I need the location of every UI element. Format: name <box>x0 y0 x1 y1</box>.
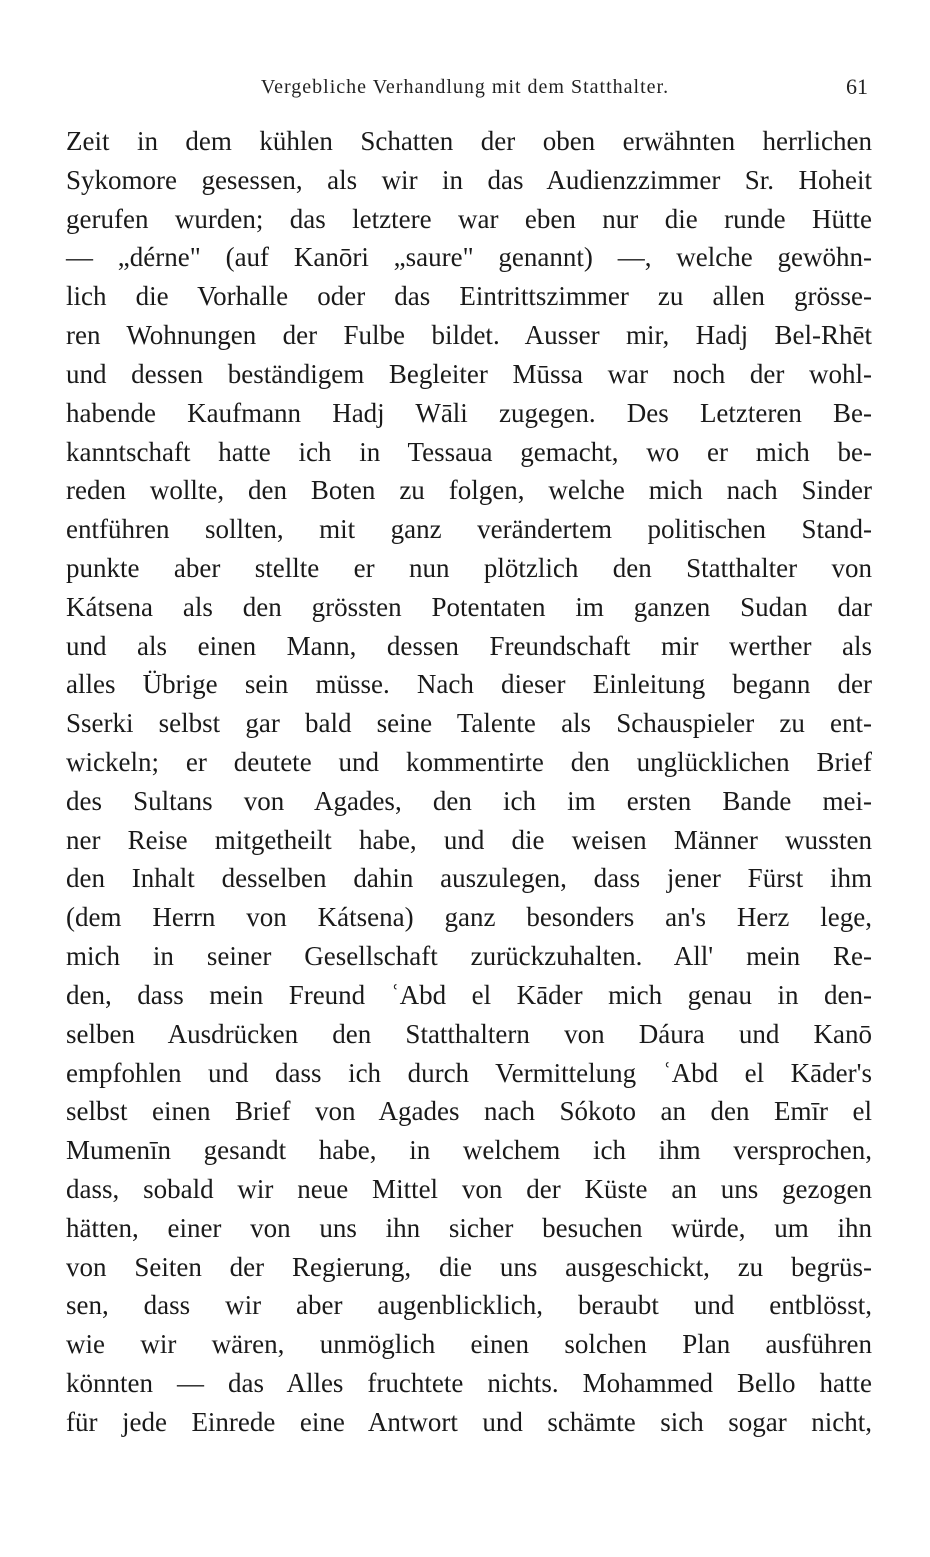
text-line: den Inhalt desselben dahin auszulegen, dass jener Fürst ihm <box>66 863 872 894</box>
text-line: selbst einen Brief von Agades nach Sókoto an den Emīr el <box>66 1096 872 1127</box>
text-line: empfohlen und dass ich durch Vermittelung ʿAbd el Kāder's <box>66 1057 872 1088</box>
text-line: selben Ausdrücken den Statthaltern von Dáura und Kanō <box>66 1018 872 1049</box>
text-line: (dem Herrn von Kátsena) ganz besonders an's Herz lege, <box>66 902 872 933</box>
text-line: entführen sollten, mit ganz verändertem politischen Stand- <box>66 514 872 545</box>
text-line: für jede Einrede eine Antwort und schämte sich sogar nicht, <box>66 1406 872 1437</box>
text-line: reden wollte, den Boten zu folgen, welche mich nach Sinder <box>66 475 872 506</box>
text-line: alles Übrige sein müsse. Nach dieser Einleitung begann der <box>66 669 872 700</box>
text-line: habende Kaufmann Hadj Wāli zugegen. Des Letzteren Be- <box>66 397 872 428</box>
text-line: Mumenīn gesandt habe, in welchem ich ihm versprochen, <box>66 1135 872 1166</box>
text-line: hätten, einer von uns ihn sicher besuchen würde, um ihn <box>66 1212 872 1243</box>
text-line: Sykomore gesessen, als wir in das Audienzzimmer Sr. Hoheit <box>66 164 872 195</box>
text-line: sen, dass wir aber augenblicklich, beraubt und entblösst, <box>66 1290 872 1321</box>
text-line: und als einen Mann, dessen Freundschaft mir werther als <box>66 630 872 661</box>
text-line: dass, sobald wir neue Mittel von der Küste an uns gezogen <box>66 1173 872 1204</box>
page-header <box>0 72 930 102</box>
text-line: Zeit in dem kühlen Schatten der oben erwähnten herrlichen <box>66 126 872 156</box>
text-line: wickeln; er deutete und kommentirte den unglücklichen Brief <box>66 747 872 777</box>
text-line: kanntschaft hatte ich in Tessaua gemacht, wo er mich be- <box>66 436 872 467</box>
text-line: punkte aber stellte er nun plötzlich den Statthalter von <box>66 552 872 583</box>
text-line: von Seiten der Regierung, die uns ausgeschickt, zu begrüs- <box>66 1251 872 1282</box>
text-line: — „dérne" (auf Kanōri „saure" genannt) —, welche gewöhn- <box>66 242 872 273</box>
text-line: und dessen beständigem Begleiter Mūssa war noch der wohl- <box>66 358 872 389</box>
text-line: ner Reise mitgetheilt habe, und die weisen Männer wussten <box>66 824 872 855</box>
text-line: des Sultans von Agades, den ich im ersten Bande mei- <box>66 785 872 816</box>
text-line: Sserki selbst gar bald seine Talente als Schauspieler zu ent- <box>66 708 872 739</box>
text-line: gerufen wurden; das letztere war eben nur die runde Hütte <box>66 203 872 234</box>
body-text <box>66 122 872 1442</box>
text-line: den, dass mein Freund ʿAbd el Kāder mich genau in den- <box>66 979 872 1010</box>
page-number: 61 <box>846 74 868 99</box>
text-line: Kátsena als den grössten Potentaten im ganzen Sudan dar <box>66 591 872 622</box>
text-line: könnten — das Alles fruchtete nichts. Mohammed Bello hatte <box>66 1368 872 1398</box>
text-line: wie wir wären, unmöglich einen solchen Plan ausführen <box>66 1329 872 1360</box>
text-line: ren Wohnungen der Fulbe bildet. Ausser mir, Hadj Bel-Rhēt <box>66 320 872 351</box>
running-title: Vergebliche Verhandlung mit dem Statthalter. <box>260 76 670 98</box>
text-line: lich die Vorhalle oder das Eintrittszimmer zu allen grösse- <box>66 281 872 312</box>
text-line: mich in seiner Gesellschaft zurückzuhalten. All' mein Re- <box>66 941 872 972</box>
